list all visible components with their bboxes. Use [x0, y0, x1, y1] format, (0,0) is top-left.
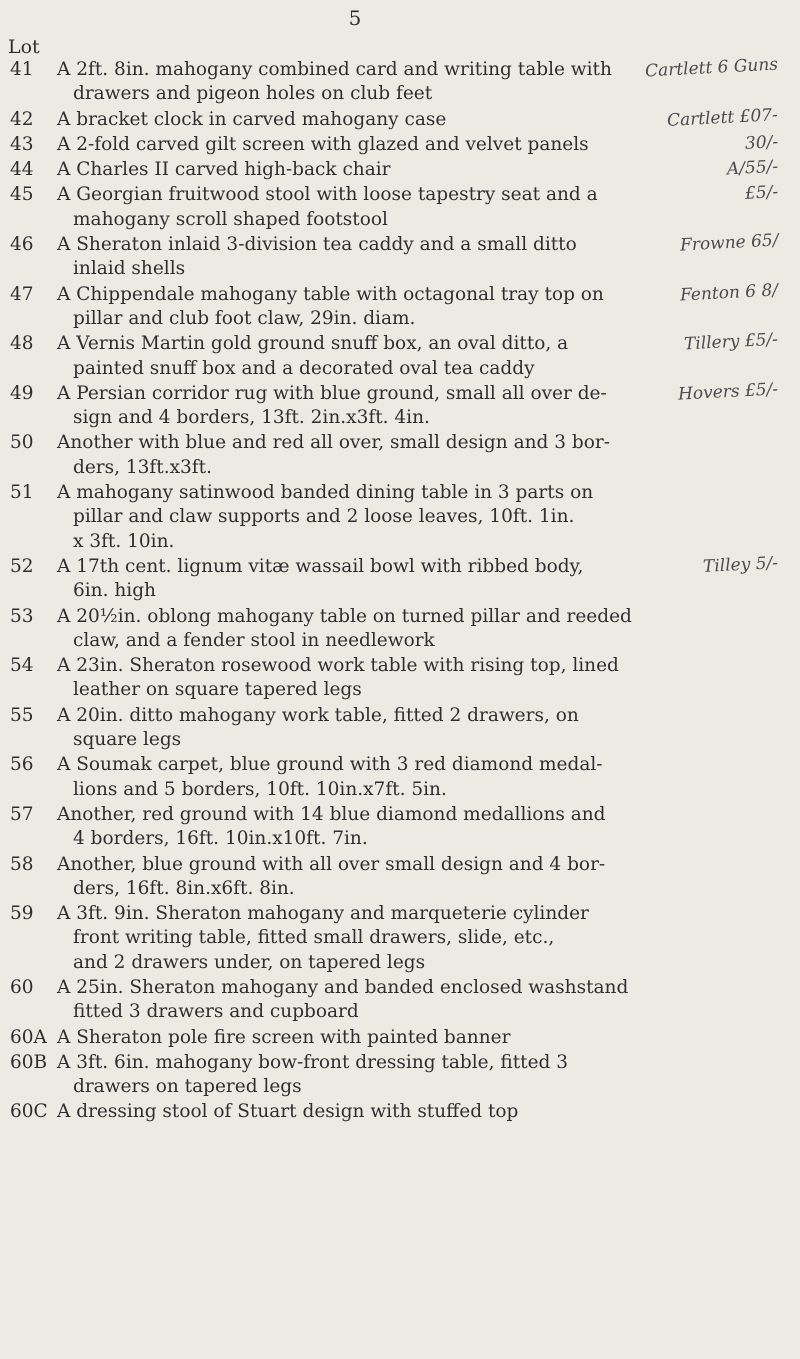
lot-number: 60: [10, 976, 34, 998]
lot-entry: [0, 230, 800, 282]
lot-number: 57: [10, 803, 34, 825]
lot-description: [57, 803, 650, 852]
lot-entry: [0, 1051, 800, 1100]
lot-entry: [0, 654, 800, 703]
lot-description-line: lions and 5 borders, 10ft. 10in.x7ft. 5in.: [73, 778, 447, 800]
lot-description: [57, 1100, 650, 1124]
lot-description-line: A Soumak carpet, blue ground with 3 red diamond medal-: [57, 754, 603, 776]
lot-description: [57, 108, 650, 132]
lot-entry: [0, 1100, 800, 1124]
lot-description: [57, 158, 650, 182]
lot-number: 51: [10, 482, 34, 504]
lot-number: 47: [10, 283, 34, 305]
lot-number: 46: [10, 234, 34, 256]
lot-entry: [0, 158, 800, 182]
lot-description-line: A dressing stool of Stuart design with stuffed top: [57, 1101, 519, 1123]
lot-description-line: drawers on tapered legs: [73, 1076, 302, 1098]
lot-description-line: fitted 3 drawers and cupboard: [73, 1001, 359, 1023]
lot-description-line: A Sheraton inlaid 3-division tea caddy and a small ditto: [57, 234, 577, 256]
lot-description: [57, 1026, 650, 1050]
lot-description: [57, 654, 650, 703]
lot-description: [57, 133, 650, 157]
lot-description-line: 6in. high: [73, 580, 156, 602]
handwritten-annotation: £5/-: [744, 182, 779, 205]
lot-entry: [0, 552, 800, 604]
lot-number: 56: [10, 754, 34, 776]
lot-entry: [0, 379, 800, 431]
lot-description-line: Another with blue and red all over, small design and 3 bor-: [57, 432, 610, 454]
lot-number: 42: [10, 108, 34, 130]
lot-description: [57, 704, 650, 753]
lot-number: 43: [10, 133, 34, 155]
handwritten-annotation: Frowne 65/: [679, 230, 779, 256]
lot-description-line: and 2 drawers under, on tapered legs: [73, 951, 426, 973]
lot-description: [57, 283, 650, 332]
lot-description-line: Another, blue ground with all over small design and 4 bor-: [57, 853, 606, 875]
handwritten-annotation: Cartlett £07-: [666, 104, 779, 131]
lot-entry: [0, 481, 800, 554]
lot-entry: [0, 54, 800, 107]
lot-entry: [0, 431, 800, 480]
lot-description-line: A Persian corridor rug with blue ground, small all over de-: [57, 382, 607, 404]
lot-description-line: A 17th cent. lignum vitæ wassail bowl with ribbed body,: [57, 555, 584, 577]
lot-description-line: sign and 4 borders, 13ft. 2in.x3ft. 4in.: [73, 407, 430, 429]
lot-description-line: A Sheraton pole fire screen with painted banner: [57, 1026, 511, 1048]
lot-description: [57, 605, 650, 654]
lot-description: [57, 753, 650, 802]
lot-description-line: 4 borders, 16ft. 10in.x10ft. 7in.: [73, 828, 368, 850]
lot-description: [57, 976, 650, 1025]
handwritten-annotation: Fenton 6 8/: [679, 280, 779, 306]
lot-number: 60C: [10, 1101, 48, 1123]
lot-description: [57, 58, 650, 107]
handwritten-annotation: Tilley 5/-: [702, 552, 779, 577]
lot-description: [57, 481, 650, 554]
lot-description-line: pillar and club foot claw, 29in. diam.: [73, 307, 416, 329]
lot-description-line: ders, 13ft.x3ft.: [73, 456, 212, 478]
lot-number: 60A: [10, 1026, 47, 1048]
lot-description: [57, 853, 650, 902]
lot-description-line: A 2ft. 8in. mahogany combined card and writing table with: [57, 59, 612, 80]
lot-entry: [0, 704, 800, 753]
lot-number: 60B: [10, 1051, 48, 1073]
lot-entry: [0, 329, 800, 381]
lot-number: 49: [10, 382, 34, 404]
lot-description-line: pillar and claw supports and 2 loose leaves, 10ft. 1in.: [73, 506, 575, 528]
lot-description: [57, 555, 650, 604]
lot-description-line: A Chippendale mahogany table with octagonal tray top on: [57, 283, 604, 305]
lot-description-line: leather on square tapered legs: [73, 679, 362, 701]
lot-description-line: A 2-fold carved gilt screen with glazed and velvet panels: [57, 133, 589, 155]
lot-description: [57, 902, 650, 975]
lot-entry: [0, 104, 800, 132]
lot-number: 54: [10, 655, 34, 677]
lot-description: [57, 431, 650, 480]
lot-entry: [0, 803, 800, 852]
lot-number: 52: [10, 555, 34, 577]
lot-description-line: x 3ft. 10in.: [73, 530, 175, 552]
lot-description-line: A bracket clock in carved mahogany case: [57, 108, 447, 130]
handwritten-annotation: Cartlett 6 Guns: [644, 54, 779, 82]
lot-description-line: A 20in. ditto mahogany work table, fitted 2 drawers, on: [57, 704, 579, 726]
handwritten-annotation: A/55/-: [726, 156, 779, 180]
lot-description: [57, 332, 650, 381]
lot-number: 53: [10, 605, 34, 627]
lot-column-header: Lot: [8, 36, 40, 58]
lot-number: 45: [10, 184, 34, 206]
handwritten-annotation: 30/-: [744, 132, 779, 154]
lot-entry: [0, 1026, 800, 1050]
handwritten-annotation: Hovers £5/-: [677, 379, 779, 405]
lot-description: [57, 1051, 650, 1100]
lot-entry: [0, 902, 800, 975]
lot-number: 59: [10, 903, 34, 925]
lot-number: 48: [10, 333, 34, 355]
lot-description-line: inlaid shells: [73, 258, 186, 280]
lot-description-line: A Vernis Martin gold ground snuff box, an oval ditto, a: [57, 333, 569, 355]
lot-entry: [0, 976, 800, 1025]
lot-description-line: drawers and pigeon holes on club feet: [73, 83, 433, 105]
lot-description-line: A 25in. Sheraton mahogany and banded enclosed washstand: [57, 976, 629, 998]
lot-entry: [0, 853, 800, 902]
lot-number: 44: [10, 159, 34, 181]
lot-description-line: claw, and a fender stool in needlework: [73, 629, 435, 651]
lot-description: [57, 233, 650, 282]
lot-description-line: front writing table, fitted small drawers, slide, etc.,: [73, 927, 555, 949]
lot-description-line: A 3ft. 9in. Sheraton mahogany and marqueterie cylinder: [57, 903, 589, 925]
lot-description-line: ders, 16ft. 8in.x6ft. 8in.: [73, 877, 295, 899]
lot-number: 50: [10, 432, 34, 454]
page-number: 5: [348, 6, 362, 30]
lot-description: [57, 382, 650, 431]
lot-description-line: A 23in. Sheraton rosewood work table with rising top, lined: [57, 655, 619, 677]
lot-description-line: Another, red ground with 14 blue diamond medallions and: [57, 803, 606, 825]
lot-entry: [0, 280, 800, 332]
lot-description-line: A 3ft. 6in. mahogany bow-front dressing table, fitted 3: [57, 1051, 569, 1073]
lot-description-line: A mahogany satinwood banded dining table in 3 parts on: [57, 482, 594, 504]
lot-description-line: A Charles II carved high-back chair: [57, 159, 391, 181]
lot-description-line: A 20½in. oblong mahogany table on turned pillar and reeded: [57, 605, 632, 627]
lot-description-line: painted snuff box and a decorated oval tea caddy: [73, 357, 535, 379]
lot-entry: [0, 753, 800, 802]
lot-number: 58: [10, 853, 34, 875]
lot-description-line: mahogany scroll shaped footstool: [73, 208, 388, 230]
lot-list: [0, 54, 800, 1126]
lot-entry: [0, 133, 800, 157]
lot-description-line: A Georgian fruitwood stool with loose tapestry seat and a: [57, 184, 598, 206]
lot-entry: [0, 605, 800, 654]
lot-number: 41: [10, 59, 34, 80]
lot-description-line: square legs: [73, 729, 182, 751]
lot-description: [57, 183, 650, 232]
handwritten-annotation: Tillery £5/-: [683, 329, 779, 355]
lot-number: 55: [10, 704, 34, 726]
lot-entry: [0, 183, 800, 232]
